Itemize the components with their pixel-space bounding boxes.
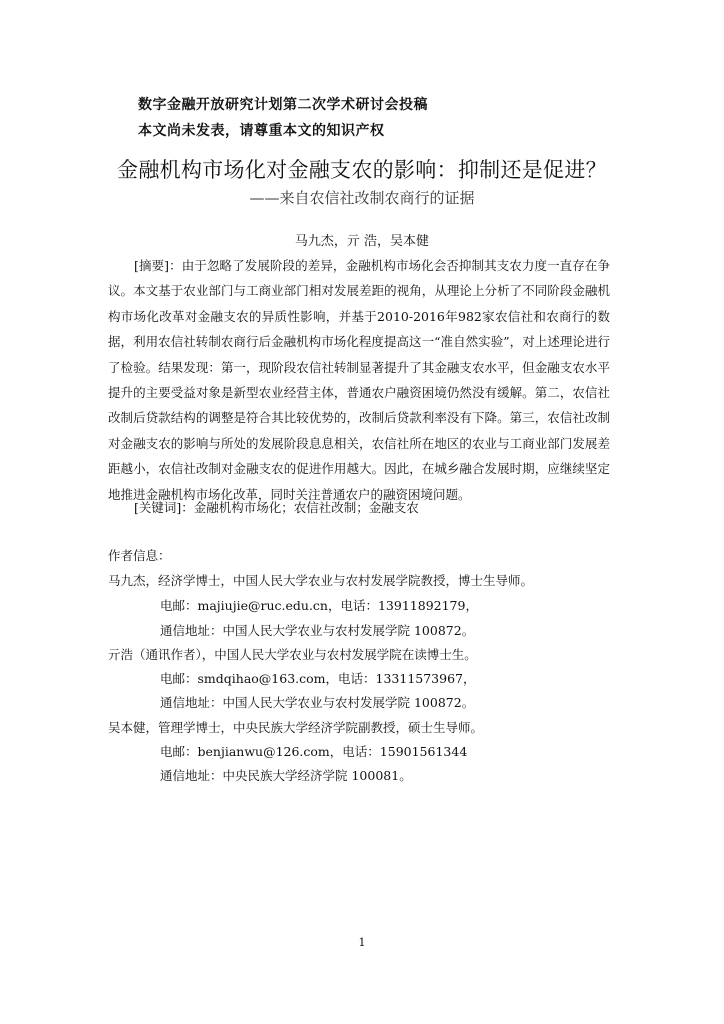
author-2-bio: 亓浩（通讯作者），中国人民大学农业与农村发展学院在读博士生。 [108,647,477,662]
keywords-text: 金融机构市场化；农信社改制；金融支农 [193,500,419,515]
submission-notice: 数字金融开放研究计划第二次学术研讨会投稿 [138,97,428,113]
author-1-bio: 马九杰，经济学博士，中国人民大学农业与农村发展学院教授，博士生导师。 [108,573,534,588]
author-2-address: 通信地址：中国人民大学农业与农村发展学院 100872。 [160,695,475,710]
author-1-contact: 电邮：majiujie@ruc.edu.cn，电话：13911892179， [160,598,478,613]
abstract-label: [摘要]： [134,258,182,273]
paper-subtitle: ——来自农信社改制农商行的证据 [249,189,475,207]
copyright-notice: 本文尚未发表，请尊重本文的知识产权 [138,123,385,139]
author-3-contact: 电邮：benjianwu@126.com，电话：15901561344 [160,744,468,759]
author-info-heading: 作者信息： [108,548,171,563]
author-3-bio: 吴本健，管理学博士，中央民族大学经济学院副教授，硕士生导师。 [108,720,484,735]
paper-title: 金融机构市场化对金融支农的影响：抑制还是促进？ [117,158,607,182]
author-3-address: 通信地址：中央民族大学经济学院 100081。 [160,768,412,783]
author-names: 马九杰，亓 浩，吴本健 [294,234,430,249]
page-number: 1 [358,936,366,949]
author-1-address: 通信地址：中国人民大学农业与农村发展学院 100872。 [160,623,475,638]
abstract [108,253,610,507]
abstract-text: 由于忽略了发展阶段的差异，金融机构市场化会否抑制其支农力度一直存在争议。本文基于农业部门与工商业部门相对发展差距的视角，从理论上分析了不同阶段金融机构市场化改革对金融支农的异质性影响，并基于2010-2016年982家农信社和农商行的数据，利用农信社转制农商行后金融机构市场化程度提高这一“准自然实验”，对上述理论进行了检验。结果发现：第一，现阶段农信社转制显著提升了其金融支农水平，但金融支农水平提升的主要受益对象是新型农业经营主体，普通农户融资困境仍然没有缓解。第二，农信社改制后贷款结构的调整是符合其比较优势的，改制后贷款利率没有下降。第三，农信社改制对金融支农的影响与所处的发展阶段息息相关，农信社所在地区的农业与工商业部门发展差距越小，农信社改制对金融支农的促进作用越大。因此，在城乡融合发展时期，应继续坚定地推进金融机构市场化改革，同时关注普通农户的融资困境问题。 [108,258,610,502]
keywords [134,498,419,516]
keywords-label: [关键词]： [134,500,194,515]
author-2-contact: 电邮：smdqihao@163.com，电话：13311573967， [160,671,476,686]
